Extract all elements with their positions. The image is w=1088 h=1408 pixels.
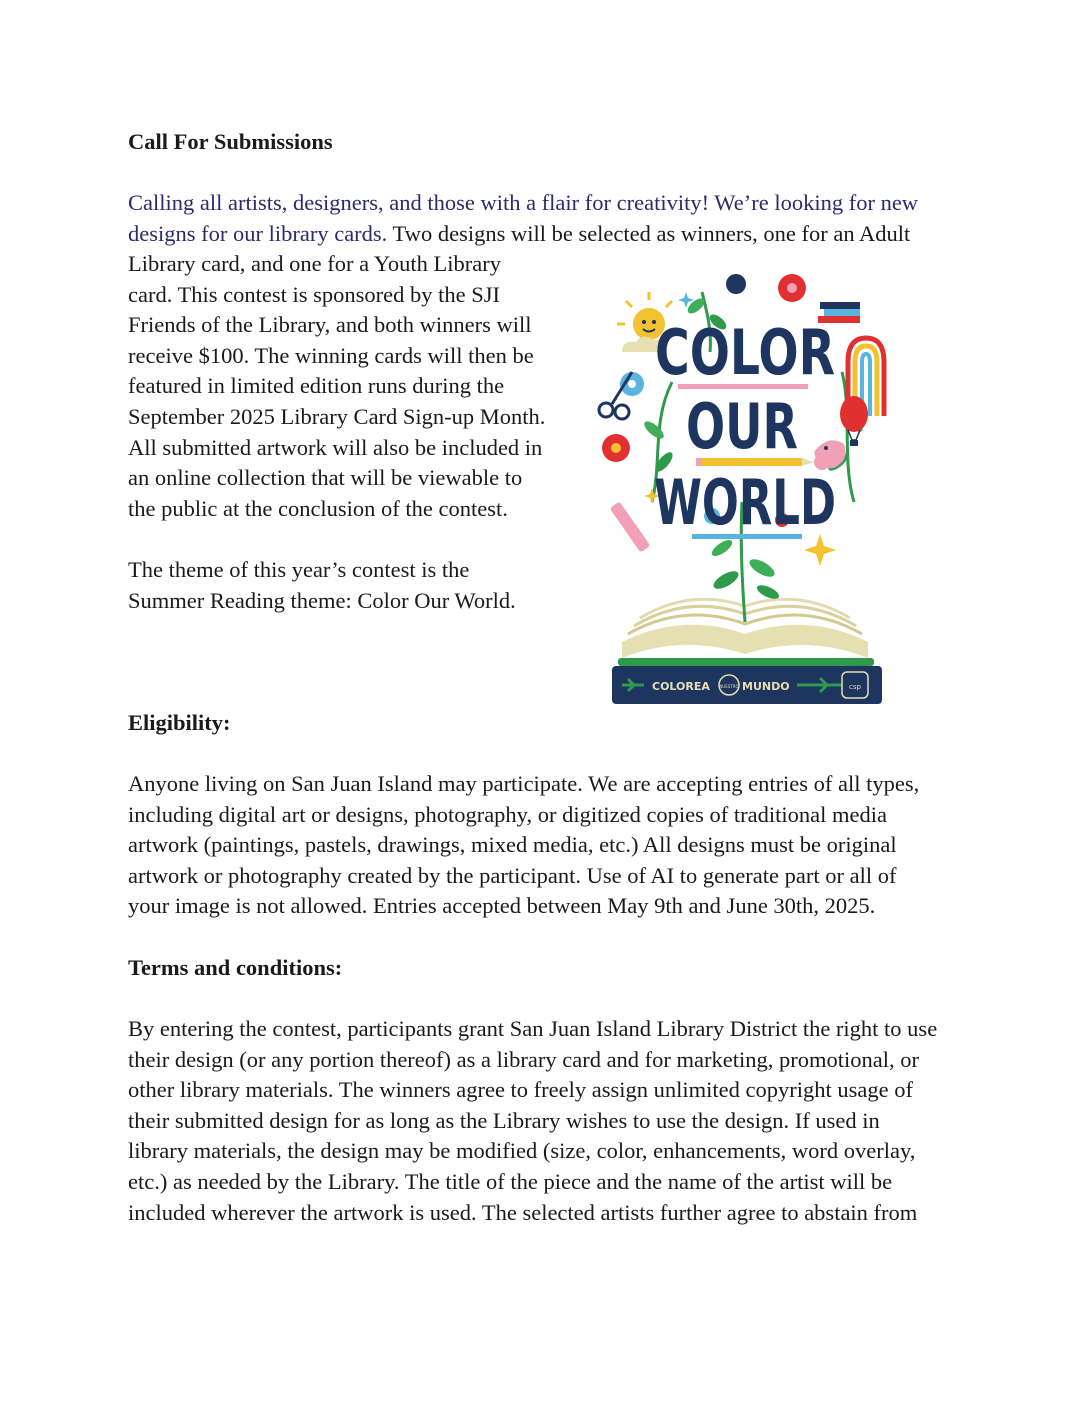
intro-paragraph-wrapped	[128, 249, 545, 524]
eligibility-line: artwork or photography created by the participant. Use of AI to generate part or all of	[128, 862, 897, 888]
intro-line: Friends of the Library, and both winners will	[128, 312, 532, 338]
intro-line: September 2025 Library Card Sign-up Month.	[128, 403, 546, 429]
spine-text-left: COLOREA	[652, 680, 710, 693]
intro-line: featured in limited edition runs during the	[128, 373, 505, 399]
illustration-title-line2: OUR	[686, 390, 798, 463]
theme-paragraph	[128, 555, 516, 616]
eligibility-line: including digital art or designs, photography, or digitized copies of traditional media	[128, 801, 887, 827]
eligibility-line: your image is not allowed. Entries accepted between May 9th and June 30th, 2025.	[128, 893, 876, 919]
terms-paragraph	[128, 1014, 937, 1228]
spine-emblem: NUESTRO	[719, 684, 739, 689]
color-our-world-illustration	[592, 262, 898, 708]
eligibility-line: Anyone living on San Juan Island may participate. We are accepting entries of all types,	[128, 771, 920, 796]
terms-line: By entering the contest, participants grant San Juan Island Library District the right to use	[128, 1016, 938, 1041]
intro-line: receive $100. The winning cards will then be	[128, 342, 534, 368]
intro-line: the public at the conclusion of the contest.	[128, 495, 508, 521]
intro-highlighted-text: Calling all artists, designers, and those with a flair for creativity! We’re looking for new designs for our library cards.	[128, 190, 919, 246]
heading-eligibility: Eligibility:	[128, 710, 231, 735]
spine-text-right: MUNDO	[742, 680, 790, 693]
intro-line: Library card, and one for a Youth Library	[128, 251, 502, 276]
terms-line: other library materials. The winners agree to freely assign unlimited copyright usage of	[128, 1077, 913, 1103]
illustration-title-line3: WORLD	[654, 466, 836, 539]
heading-call-for-submissions: Call For Submissions	[128, 129, 333, 154]
spine-badge: csp	[849, 683, 861, 691]
heading-terms-and-conditions: Terms and conditions:	[128, 955, 343, 980]
intro-line: an online collection that will be viewable to	[128, 465, 523, 491]
intro-line: card. This contest is sponsored by the SJI	[128, 281, 501, 307]
terms-line: their submitted design for as long as the Library wishes to use the design. If used in	[128, 1107, 880, 1133]
terms-line: included wherever the artwork is used. The selected artists further agree to abstain from	[128, 1199, 918, 1225]
intro-continuation-text: Two designs will be selected as winners, one for an Adult	[392, 220, 911, 246]
intro-line: All submitted artwork will also be included in	[128, 434, 543, 460]
terms-line: etc.) as needed by the Library. The title of the piece and the name of the artist will be	[128, 1168, 893, 1194]
eligibility-paragraph	[128, 769, 919, 922]
terms-line: library materials, the design may be modified (size, color, enhancements, word overlay,	[128, 1138, 916, 1164]
intro-paragraph-top	[128, 188, 960, 249]
eligibility-line: artwork (paintings, pastels, drawings, mixed media, etc.) All designs must be original	[128, 832, 897, 858]
illustration-title-line1: COLOR	[655, 316, 835, 389]
terms-line: their design (or any portion thereof) as a library card and for marketing, promotional, or	[128, 1046, 919, 1072]
theme-line: Summer Reading theme: Color Our World.	[128, 587, 516, 613]
theme-line: The theme of this year’s contest is the	[128, 557, 470, 582]
